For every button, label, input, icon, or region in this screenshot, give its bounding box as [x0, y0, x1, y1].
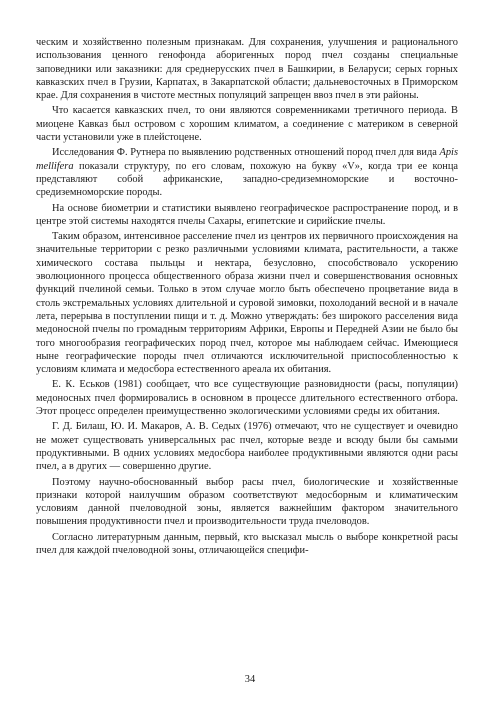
paragraph-2: Что касается кавказских пчел, то они являются современниками третичного периода. В миоцене Кавказ был островом с хорошим климатом, а соединение с материком в северной части установили уже в плейстоцене. — [36, 105, 458, 144]
paragraph-1: ческим и хозяйственно полезным признакам. Для сохранения, улучшения и рационального использования ценного генофонда аборигенных пород пчел созданы специальные заповедники или заказники: для среднерусских пчел в Башкирии, в Беларуси; серых горных кавказских пчел в Грузии, Карпатах, в Закарпатской области; дальневосточных в Приморском крае. Для сохранения в чистоте местных популяций запрещен ввоз пчел в эти районы. — [36, 37, 458, 102]
species-name: Apis mellifera — [36, 147, 458, 172]
paragraph-8: Поэтому научно-обоснованный выбор расы пчел, биологические и хозяйственные признаки которой наилучшим образом соответствуют медосборным и климатическим условиям данной пчеловодной зоны, является важнейшим фактором значительного повышения продуктивности пчел и производительности труда пчеловодов. — [36, 476, 458, 528]
page-number: 34 — [244, 674, 256, 685]
paragraph-5: Таким образом, интенсивное расселение пчел из центров их первичного происхождения на значительные территории с резко различными условиями климата, растительности, а также химического состава пыльцы и нектара, безусловно, способствовало ускорению эволюционного процесса общественного образа жизни пчел и совершенствования основных функций пчелиной семьи. Только в этом случае могло быть обеспечено процветание вида в столь экстремальных условиях длительной и суровой зимовки, похолоданий весной и в начале лета, перерыва в поступлении пищи и т. д. Можно утверждать: без широкого расселения вида медоносной пчелы по громадным территориям Африки, Европы и Передней Азии не было бы того многообразия географических пород пчел, которое мы наблюдаем сейчас. Имеющиеся ныне географические породы пчел отличаются исключительной приспособленностью к условиям климата и медосбора естественного ареала их обитания. — [36, 231, 458, 376]
paragraph-6: Е. К. Еськов (1981) сообщает, что все существующие разновидности (расы, популяции) медоносных пчел формировались в основном в процессе длительного естественного отбора. Этот процесс определен преимущественно экологическими условиями среды их обитания. — [36, 379, 458, 418]
body-text — [36, 36, 458, 559]
paragraph-3: Исследования Ф. Рутнера по выявлению родственных отношений пород пчел для вида Apis mellifera показали структуру, по его словам, похожую на букву «V», когда три ее конца представляют собой африканские, западно-средиземноморские и восточно-средиземноморские породы. — [36, 147, 458, 199]
paragraph-4: На основе биометрии и статистики выявлено географическое распространение пород, и в центре этой системы находятся пчелы Сахары, египетские и сирийские пчелы. — [36, 202, 458, 227]
paragraph-7: Г. Д. Билаш, Ю. И. Макаров, А. В. Седых (1976) отмечают, что не существует и очевидно не может существовать универсальных рас пчел, которые везде и всюду были бы самыми продуктивными. В одних условиях медосбора наиболее продуктивными являются одни расы пчел, а в других — совершенно другие. — [36, 421, 458, 473]
paragraph-9: Согласно литературным данным, первый, кто высказал мысль о выборе конкретной расы пчел для каждой пчеловодной зоны, отличающейся специфи- — [36, 531, 458, 556]
